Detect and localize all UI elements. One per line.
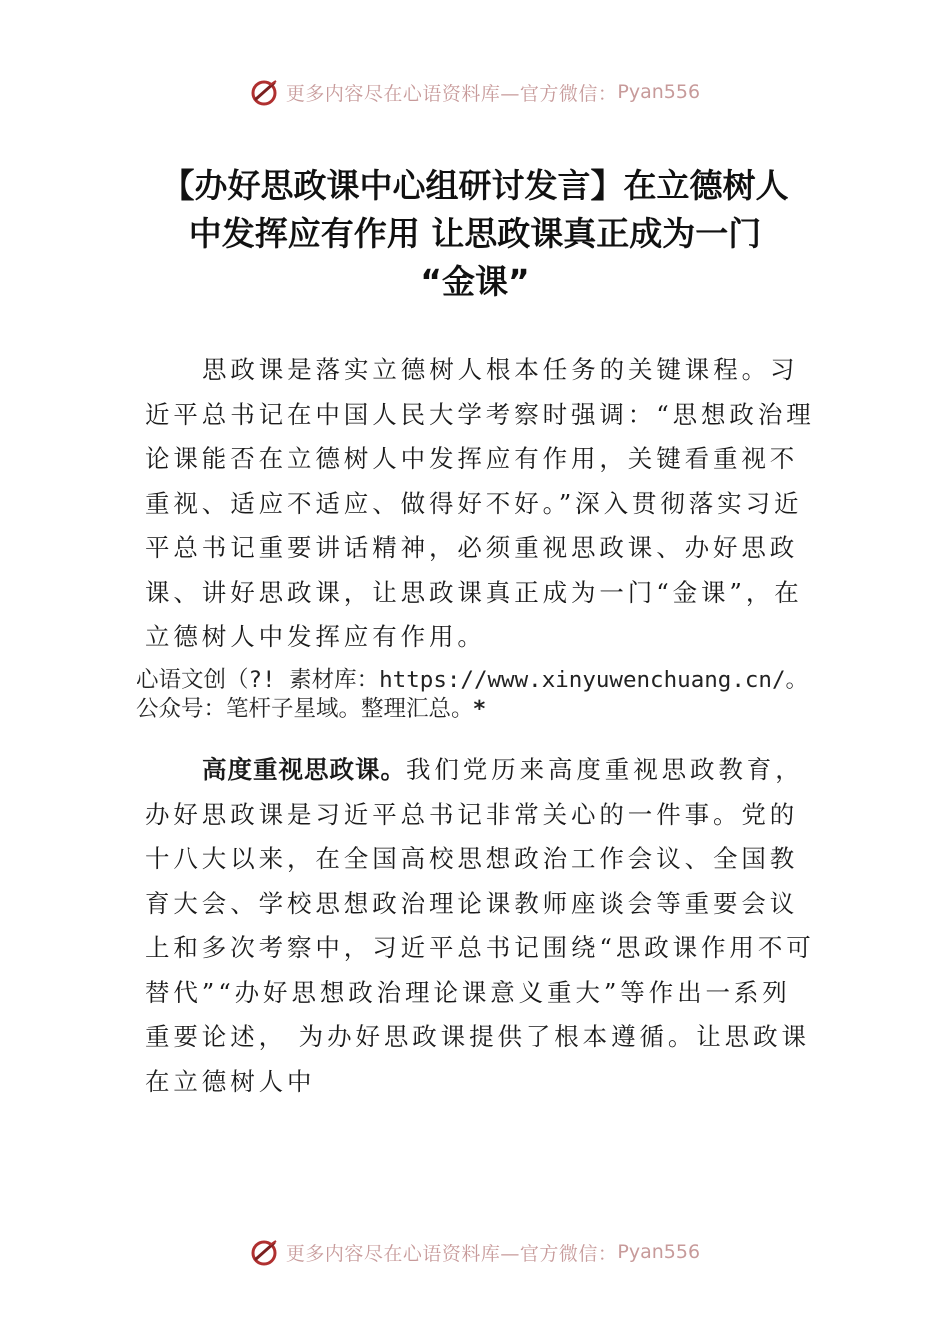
footer-banner [0, 1232, 950, 1272]
paragraph-1 [145, 348, 815, 660]
title-line-2: 中发挥应有作用 让思政课真正成为一门 [188, 214, 762, 253]
header-banner [0, 72, 950, 112]
banner-text: 更多内容尽在心语资料库—官方微信： [285, 82, 618, 105]
source-note [136, 666, 826, 724]
title-line-1: 【办好思政课中心组研讨发言】在立德树人 [161, 166, 789, 205]
paragraph-2-lead: 高度重视思政课。 [202, 755, 406, 784]
banner-wechat-id: Pyan556 [617, 81, 701, 103]
source-note-star: * [473, 696, 486, 722]
source-note-text: 心语文创（?! 素材库：https://www.xinyuwenchuang.cn/。公众号：笔杆子星域。整理汇总。 [136, 667, 809, 722]
paragraph-2-body: 我们党历来高度重视思政教育，办好思政课是习近平总书记非常关心的一件事。党的十八大以来，在全国高校思想政治工作会议、全国教育大会、学校思想政治理论课教师座谈会等重要会议上和多次考察中，习近平总书记围绕“思政课作用不可替代”“办好思想政治理论课意义重大”等作出一系列重要论述， 为办好思政课提供了根本遵循。让思政课在立德树人中 [145, 755, 815, 1096]
paragraph-2-text [145, 748, 815, 1104]
paragraph-2 [145, 748, 815, 1104]
footer-banner-text: 更多内容尽在心语资料库—官方微信： [285, 1242, 618, 1265]
logo-icon [250, 77, 280, 107]
document-title [110, 162, 840, 306]
paragraph-1-text: 思政课是落实立德树人根本任务的关键课程。习近平总书记在中国人民大学考察时强调：“思想政治理论课能否在立德树人中发挥应有作用，关键看重视不重视、适应不适应、做得好不好。”深入贯彻落实习近平总书记重要讲话精神，必须重视思政课、办好思政课、讲好思政课，让思政课真正成为一门“金课”，在立德树人中发挥应有作用。 [145, 355, 815, 651]
footer-banner-wechat-id: Pyan556 [617, 1241, 701, 1263]
logo-icon [250, 1237, 280, 1267]
title-line-3: “金课” [420, 262, 530, 301]
